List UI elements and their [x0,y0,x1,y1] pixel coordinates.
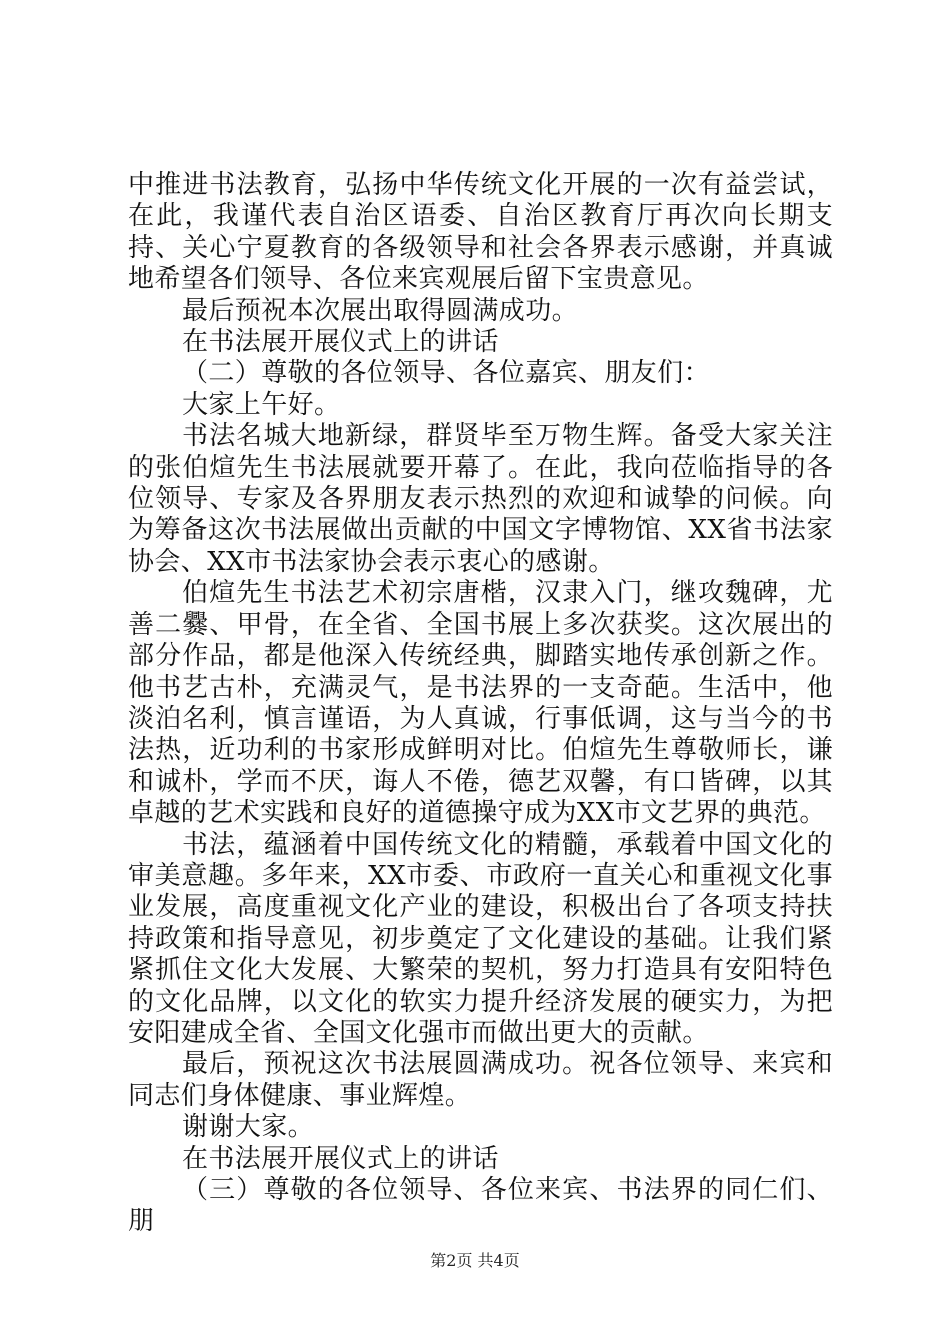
paragraph-2: 最后预祝本次展出取得圆满成功。 [182,295,579,326]
paragraph-1: 中推进书法教育，弘扬中华传统文化开展的一次有益尝试，在此，我谨代表自治区语委、自治区教育厅再次向长期支持、关心宁夏教育的各级领导和社会各界表示感谢，并真诚地希望各们领导、各位来宾观展后留下宝贵意见。 [128,170,833,295]
salutation-2: （二）尊敬的各位领导、各位嘉宾、朋友们： [182,358,711,389]
document-body [128,170,833,1238]
thanks-line: 谢谢大家。 [182,1112,315,1143]
greeting: 大家上午好。 [182,389,341,420]
paragraph-3: 书法名城大地新绿，群贤毕至万物生辉。备受大家关注的张伯煊先生书法展就要开幕了。在此，我向莅临指导的各位领导、专家及各界朋友表示热烈的欢迎和诚挚的问候。向为筹备这次书法展做出贡献的中国文字博物馆、XX省书法家协会、XX市书法家协会表示衷心的感谢。 [128,421,833,577]
paragraph-5: 书法，蕴涵着中国传统文化的精髓，承载着中国文化的审美意趣。多年来，XX市委、市政府一直关心和重视文化事业发展，高度重视文化产业的建设，积极出台了各项支持扶持政策和指导意见，初步奠定了文化建设的基础。让我们紧紧抓住文化大发展、大繁荣的契机，努力打造具有安阳特色的文化品牌，以文化的软实力提升经济发展的硬实力，为把安阳建成全省、全国文化强市而做出更大的贡献。 [128,829,833,1048]
section-heading-1: 在书法展开展仪式上的讲话 [182,327,499,358]
paragraph-6: 最后，预祝这次书法展圆满成功。祝各位领导、来宾和同志们身体健康、事业辉煌。 [128,1049,833,1111]
page-number-footer: 第2页 共4页 [430,1251,520,1270]
salutation-3: （三）尊敬的各位领导、各位来宾、书法界的同仁们、朋 [128,1175,833,1237]
section-heading-2: 在书法展开展仪式上的讲话 [182,1143,499,1174]
paragraph-4: 伯煊先生书法艺术初宗唐楷，汉隶入门，继攻魏碑，尤善二爨、甲骨，在全省、全国书展上多次获奖。这次展出的部分作品，都是他深入传统经典，脚踏实地传承创新之作。他书艺古朴，充满灵气，是书法界的一支奇葩。生活中，他淡泊名利，慎言谨语，为人真诚，行事低调，这与当今的书法热，近功利的书家形成鲜明对比。伯煊先生尊敬师长，谦和诚朴，学而不厌，诲人不倦，德艺双馨，有口皆碑，以其卓越的艺术实践和良好的道德操守成为XX市文艺界的典范。 [128,578,833,829]
